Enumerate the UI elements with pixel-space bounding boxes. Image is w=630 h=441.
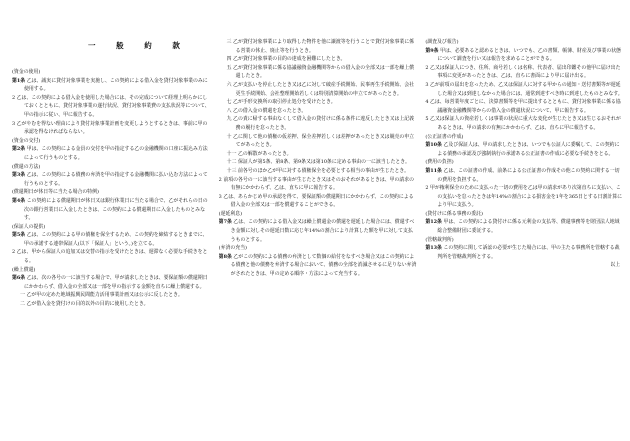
article-number: 第6条 <box>12 275 26 282</box>
article-clause <box>219 218 418 244</box>
section-heading: (資金の使用) <box>12 69 41 75</box>
article-clause <box>425 167 624 184</box>
article-clause <box>12 145 211 162</box>
paragraph: 2 乙は、この契約による借入金を使用した場合には、その完成について経理上明らかにしておくとともに、貸付対象事業の遂行状況、貸付対象事業費の支払状況等について、甲の指示に従い、甲に報告する。 <box>12 94 210 118</box>
article-text: 甲は、この契約による金員の交付を甲の指定する乙の金融機関の口座に振込み方法によって行うものとする。 <box>24 146 208 161</box>
paragraph: 2 前項の各号の一に該当する事由が生じたとき又はそのおそれがあるときは、甲の請求の有無にかかわらず、乙は、直ちに甲に報告する。 <box>218 176 415 192</box>
sub-item: 五 乙が貸付対象事業に係る協議融資金融機関等からの借入金の全部又は一部を繰上償還したとき。 <box>226 64 415 80</box>
sub-item: 六 乙が支払いを停止したとき又は乙に対して破産手続開始、民事再生手続開始、会社更生手続開始、会社整理開始若しくは特別清算開始の申立てがあったとき。 <box>226 81 415 97</box>
article-number: 第12条 <box>425 219 442 226</box>
column-2 <box>219 38 418 441</box>
article-number: 第10条 <box>425 142 442 149</box>
article-text: 甲は、必要あると認めるときは、いつでも、乙の書類、帳簿、財産及び事業の状態について調査を行い又は報告を求めることができる。 <box>437 47 622 63</box>
sub-item: 十 乙に関して他の債権の仮差押、保全差押若しくは差押があったとき又は競売の申立てがあったとき。 <box>226 133 415 149</box>
article-clause <box>219 253 418 279</box>
section-heading: (費用の負担) <box>425 159 454 166</box>
article-text: 甲は、この契約による貸付けに係る元利金の支払等、償還事務等を財団法人地域総合整備財団に委託する。 <box>437 219 620 235</box>
section-heading: (遅延利息) <box>218 210 243 217</box>
paragraph: 3 乙が前項の届出を怠ったため、乙又は保証人に対する甲からの通知・送付書類等が遅延した場合又は到達しなかった場合には、通常到達すべき時に到達したものとみなす。 <box>425 81 623 97</box>
article-clause <box>12 77 211 94</box>
sub-item: 二 乙が借入金を貸付けの目的以外の目的に使用したとき。 <box>20 301 149 308</box>
sub-item: 九 乙の責に帰する事由なくして借入金の貸付けに係る条件に違反したとき又は上記義務の履行を怠ったとき。 <box>226 116 415 131</box>
column-1 <box>12 38 211 441</box>
section-heading: (償還期日が休日等に当たる場合の特例) <box>12 189 99 196</box>
article-text: 乙及び保証人は、甲の請求したときは、いつでも公証人に委嘱して、この契約による債務の承認及び強制執行の承諾ある公正証書の作成に必要な手続きをとる。 <box>437 142 620 157</box>
column-3 <box>425 38 624 441</box>
section-heading: (資金の交付) <box>12 137 41 144</box>
document-title: 一 般 約 款 <box>88 41 189 50</box>
sub-item: 四 乙が貸付対象事業の目的の達成を困難にしたとき。 <box>226 56 346 63</box>
article-number: 第9条 <box>425 47 439 54</box>
article-text: 乙は、この契約による甲の債権を保全するため、この契約を締結するときまでに、甲の承諾する連帯保証人(以下「保証人」という。)を立てる。 <box>24 232 208 247</box>
section-heading: (公正証書の作成) <box>425 133 464 140</box>
article-text: 乙は、この契約による借入金又は繰上償還金の償還を遅延した場合には、償還すべき金額に対しその遅延日数に応じ年14%の割合により計算した額を甲に対して支払うものとする。 <box>230 219 415 243</box>
sub-item: 十二 保証人が第5条、第8条、第9条又は第10条に定める事由の一に該当したとき。 <box>226 159 410 166</box>
paragraph: 4 乙は、毎営業年度ごとに、決算書類等を甲に提出するとともに、貸付対象事業に係る協議融資金融機関等からの借入金の償還状況について、甲に報告する。 <box>425 99 621 114</box>
section-heading: (償還の方法) <box>12 163 41 170</box>
closing-mark: 以上 <box>610 262 621 269</box>
paragraph: 2 乙は、甲から保証人の追加又は交替の指示を受けたときは、遅滞なく必要な手続きをとる。 <box>12 249 208 265</box>
article-number: 第2条 <box>12 146 26 153</box>
sub-item: 十一 乙の解散があったとき。 <box>226 150 292 157</box>
paragraph: 3 乙がやむを得ない理由により貸付対象事業計画を変更しようとするときは、事前に甲の承認を得なければならない。 <box>12 120 208 136</box>
article-number: 第1条 <box>12 77 26 84</box>
article-text: この契約による償還期日が休日又は銀行休業日に当たる場合で、乙がそれらの日の次の銀行営業日に入金したときは、この契約による償還期日に入金したものとみなす。 <box>24 197 208 222</box>
article-number: 第8条 <box>218 253 232 260</box>
article-clause <box>12 197 211 223</box>
article-number: 第13条 <box>425 245 442 252</box>
article-text: 乙は、次の各号の一に該当する場合で、甲が請求したときは、要保証額の償還期日にかかわらず、借入金の全部又は一部を甲の指示する金額を直ちに繰上償還する。 <box>24 275 208 290</box>
article-number: 第5条 <box>12 232 26 239</box>
section-heading: (繰上償還) <box>12 266 36 273</box>
sub-item: 七 乙が手形交換所の取引停止処分を受けたとき。 <box>226 99 336 106</box>
article-clause <box>425 141 624 158</box>
article-number: 第11条 <box>425 167 442 174</box>
article-text: 乙がこの契約による債務の弁済として数個の給付をなすべき場合又はこの契約による債務と他の債務を弁済する場合において、債務の全部を消滅させるに足りない弁済がされたときは、甲の定める順序・方法によって充当する。 <box>230 253 417 278</box>
paragraph: 5 乙又は保証人の資産若しくは事業の状況に重大な変化が生じたとき又は生じるおそれがあるときは、甲の請求の有無にかかわらず、乙は、直ちに甲に報告する。 <box>425 116 621 131</box>
article-number: 第3条 <box>12 172 26 179</box>
paragraph: 2 甲が権利保全のために支払った一切の費用を乙は甲の請求があり次第直ちに支払い、この支払いを怠ったときは年14%の割合による損害金を1年を365日とする日割計算により甲に支払う。 <box>425 185 623 209</box>
article-number: 第4条 <box>12 197 26 204</box>
article-text: 乙は、誠実に貸付対象事業を実施し、この契約による借入金を貸付対象事業のみに使用する。 <box>24 77 208 93</box>
section-heading: (保証人の提供) <box>12 223 46 230</box>
section-heading: (調査及び報告) <box>425 39 459 45</box>
article-clause <box>12 231 211 248</box>
article-clause <box>425 47 624 64</box>
section-heading: (貸付けに係る事務の委託) <box>425 210 483 217</box>
article-clause <box>12 274 211 291</box>
article-text: 乙は、この契約による債務の弁済を甲の指定する金融機関に払い込む方法によって行うものとする。 <box>24 172 208 187</box>
paragraph: 2 乙又は保証人につき、住所、商号若しくは名称、代表者、届出印鑑その他甲に届け出た事項に変更があったときは、乙は、直ちに書面により甲に届け出る。 <box>425 64 621 80</box>
paragraph: 3 乙は、あらかじめ甲の承認を得て、要保証額の償還期日にかかわらず、この契約による借入金の全部又は一部を償還することができる。 <box>218 193 414 209</box>
sub-item: 十三 前各号のほか乙が甲に対する債権保全を必要とする相当の事由が生じたとき。 <box>226 167 409 174</box>
article-clause <box>12 171 211 188</box>
section-heading: (管轄裁判所) <box>425 236 454 243</box>
article-text: 乙は、この証書の作成、前条による公正証書の作成その他この契約に関する一切の費用を負担する。 <box>437 167 620 183</box>
article-text: この契約に関して訴訟の必要が生じた場合には、甲の主たる事務所を管轄する裁判所を管轄裁判所とする。 <box>437 245 620 260</box>
sub-item: 三 乙が貸付対象事業により取得した物件を他に譲渡等を行うことで貸付対象事業に係る営業の休止、廃止等を行うとき。 <box>226 39 415 54</box>
article-clause <box>425 244 624 261</box>
sub-item: 一 乙が甲の定めた地域振興民間能力活用事業計画又は公示に反したとき。 <box>20 292 183 299</box>
article-clause <box>425 218 624 235</box>
section-heading: (弁済の充当) <box>218 245 247 252</box>
sub-item: 八 乙の借入金の償還を怠ったとき。 <box>226 107 307 114</box>
article-number: 第7条 <box>218 219 232 226</box>
